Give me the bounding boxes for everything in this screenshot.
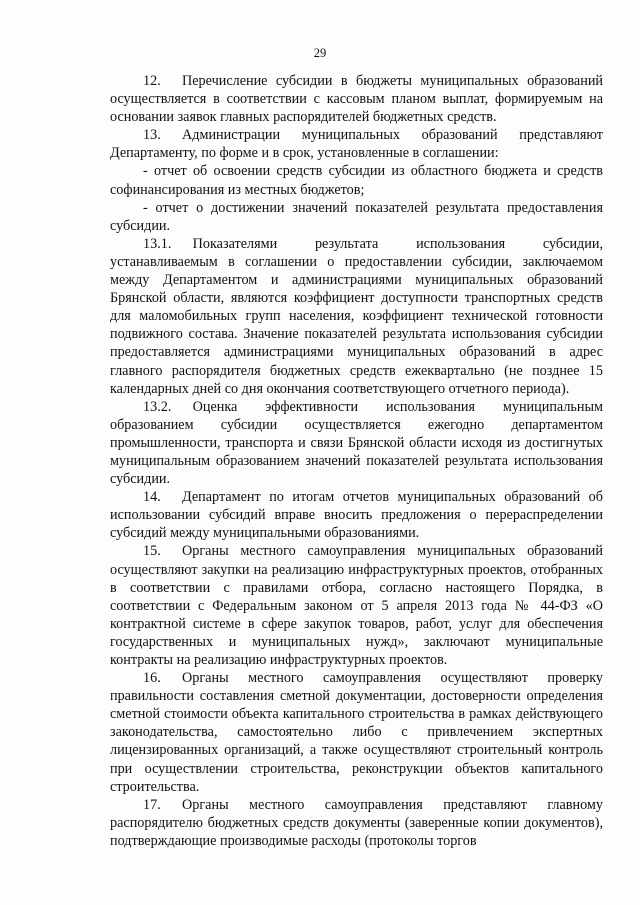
- paragraph-14: 14. Департамент по итогам отчетов муниципальных образований об использовании субсидий вправе вносить предложения о перераспределении субсидий между муниципальными образованиями.: [110, 489, 603, 542]
- paragraph-13-1: 13.1. Показателями результата использования субсидии, устанавливаемым в соглашении о предоставлении субсидии, заключаемом между Департаментом и администрациями муниципальных образований Брянской области, являются коэффициент доступности транспортных средств для маломобильных групп населения, коэффициент технической готовности подвижного состава. Значение показателей результата использования субсидии предоставляется администрациями муниципальных образований в адрес главного распорядителя бюджетных средств ежеквартально (не позднее 15 календарных дней со дня окончания соответствующего отчетного периода).: [110, 235, 603, 397]
- paragraph-12: 12. Перечисление субсидии в бюджеты муниципальных образований осуществляется в соответствии с кассовым планом выплат, формируемым на основании заявок главных распорядителей бюджетных средств.: [110, 73, 603, 126]
- paragraph-15: 15. Органы местного самоуправления муниципальных образований осуществляют закупки на реализацию инфраструктурных проектов, отобранных в соответствии с правилами отбора, согласно настоящего Порядка, в соответствии с Федеральным законом от 5 апреля 2013 года № 44-ФЗ «О контрактной системе в сфере закупок товаров, работ, услуг для обеспечения государственных и муниципальных нужд», заключают муниципальные контракты на реализацию инфраструктурных проектов.: [110, 543, 603, 668]
- paragraph-13-list-item: - отчет о достижении значений показателей результата предоставления субсидии.: [110, 199, 603, 234]
- paragraph-13: 13. Администрации муниципальных образований представляют Департаменту, по форме и в срок, установленные в соглашении:: [110, 127, 603, 162]
- paragraph-13-2: 13.2. Оценка эффективности использования муниципальным образованием субсидии осуществляется ежегодно департаментом промышленности, транспорта и связи Брянской области исходя из достигнутых муниципальным образованием значений показателей результата использования субсидии.: [110, 398, 603, 488]
- paragraph-16: 16. Органы местного самоуправления осуществляют проверку правильности составления сметной документации, достоверности определения сметной стоимости объекта капитального строительства в рамках действующего законодательства, самостоятельно либо с привлечением экспертных лицензированных организаций, а также осуществляют строительный контроль при осуществлении строительства, реконструкции объектов капитального строительства.: [110, 670, 603, 795]
- paragraph-17: 17. Органы местного самоуправления представляют главному распорядителю бюджетных средств документы (заверенные копии документов), подтверждающие производимые расходы (протоколы торгов: [110, 796, 603, 849]
- document-body: [110, 72, 603, 850]
- page-number: 29: [313, 46, 327, 60]
- paragraph-13-list-item: - отчет об освоении средств субсидии из областного бюджета и средств софинансирования из местных бюджетов;: [110, 163, 603, 198]
